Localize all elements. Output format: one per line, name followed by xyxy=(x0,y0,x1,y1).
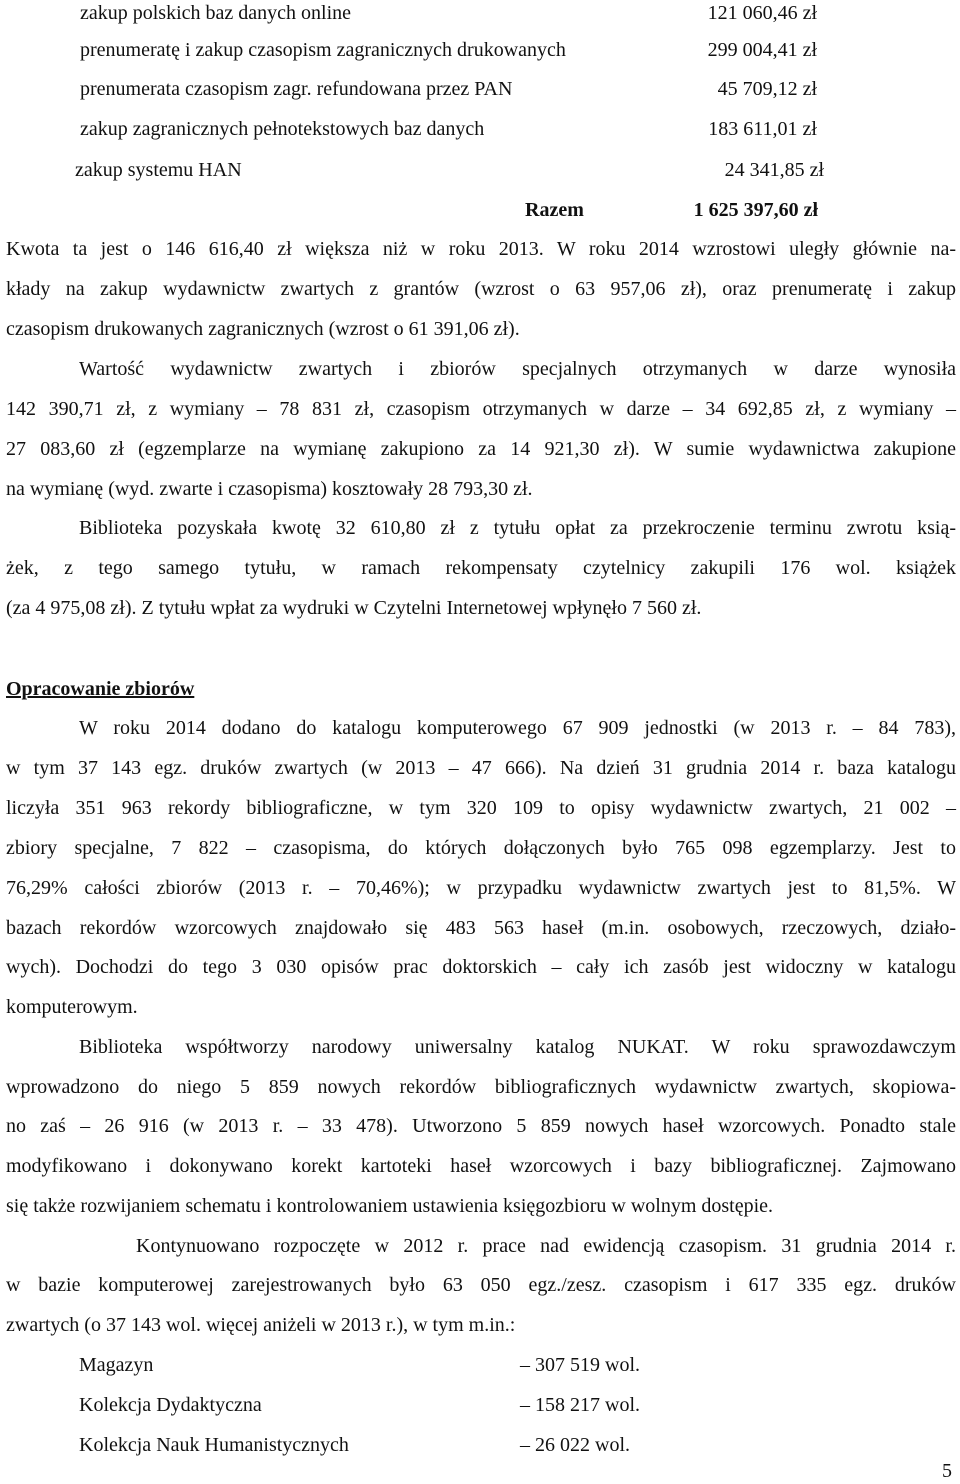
paragraph-line: Kontynuowano rozpoczęte w 2012 r. prace nad ewidencją czasopism. 31 grudnia 2014 r. xyxy=(136,1235,956,1257)
cost-label-2: prenumeratę i zakup czasopism zagranicznych drukowanych xyxy=(80,39,566,61)
paragraph-line: W roku 2014 dodano do katalogu komputerowego 67 909 jednostki (w 2013 r. – 84 783), xyxy=(79,717,956,739)
paragraph-line: liczyła 351 963 rekordy bibliograficzne, w tym 320 109 to opisy wydawnictw zwartych, 21 002 – xyxy=(6,797,956,819)
paragraph-line: komputerowym. xyxy=(6,996,138,1018)
paragraph-line: Biblioteka współtworzy narodowy uniwersalny katalog NUKAT. W roku sprawozdawczym xyxy=(79,1036,956,1058)
paragraph-line: 27 083,60 zł (egzemplarze na wymianę zakupiono za 14 921,30 zł). W sumie wydawnictwa zakupione xyxy=(6,438,956,460)
paragraph-line: no zaś – 26 916 (w 2013 r. – 33 478). Utworzono 5 859 nowych haseł wzorcowych. Ponadto stale xyxy=(6,1115,956,1137)
cost-value-3: 45 709,12 zł xyxy=(717,78,817,100)
collection-value: – 307 519 wol. xyxy=(520,1354,640,1376)
cost-label-1: zakup polskich baz danych online xyxy=(80,2,352,24)
paragraph-line: bazach rekordów wzorcowych znajdowało się 483 563 haseł (m.in. osobowych, rzeczowych, działo- xyxy=(6,917,956,939)
paragraph-line: wprowadzono do niego 5 859 nowych rekordów bibliograficznych wydawnictw zwartych, skopiowa- xyxy=(6,1076,956,1098)
paragraph-line: czasopism drukowanych zagranicznych (wzrost o 61 391,06 zł). xyxy=(6,318,520,340)
paragraph-line: się także rozwijaniem schematu i kontrolowaniem ustawienia księgozbioru w wolnym dostępie. xyxy=(6,1195,774,1217)
page-number: 5 xyxy=(942,1460,952,1482)
paragraph-line: modyfikowano i dokonywano korekt kartoteki haseł wzorcowych i bazy bibliograficznej. Zajmowano xyxy=(6,1155,956,1177)
cost-label-5: zakup systemu HAN xyxy=(75,159,242,181)
paragraph-line: Wartość wydawnictw zwartych i zbiorów specjalnych otrzymanych w darze wynosiła xyxy=(79,358,956,380)
paragraph-line: zwartych (o 37 143 wol. więcej aniżeli w 2013 r.), w tym m.in.: xyxy=(6,1314,516,1336)
paragraph-line: na wymianę (wyd. zwarte i czasopisma) kosztowały 28 793,30 zł. xyxy=(6,478,533,500)
cost-label-4: zakup zagranicznych pełnotekstowych baz danych xyxy=(80,118,485,140)
paragraph-line: żek, z tego samego tytułu, w ramach rekompensaty czytelnicy zakupili 176 wol. książek xyxy=(6,557,956,579)
collection-label: Magazyn xyxy=(79,1354,154,1376)
cost-total-value: 1 625 397,60 zł xyxy=(693,199,818,221)
paragraph-line: wych). Dochodzi do tego 3 030 opisów prac doktorskich – cały ich zasób jest widoczny w katalogu xyxy=(6,956,956,978)
collection-value: – 158 217 wol. xyxy=(520,1394,640,1416)
collection-label: Kolekcja Dydaktyczna xyxy=(79,1394,262,1416)
paragraph-line: kłady na zakup wydawnictw zwartych z grantów (wzrost o 63 957,06 zł), oraz prenumeratę i zakup xyxy=(6,278,956,300)
collection-value: – 26 022 wol. xyxy=(520,1434,630,1456)
cost-value-1: 121 060,46 zł xyxy=(707,2,817,24)
paragraph-line: 76,29% całości zbiorów (2013 r. – 70,46%); w przypadku wydawnictw zwartych jest to 81,5%. W xyxy=(6,877,956,899)
section-heading: Opracowanie zbiorów xyxy=(6,678,195,700)
cost-value-2: 299 004,41 zł xyxy=(707,39,817,61)
cost-total-label: Razem xyxy=(525,199,584,221)
cost-label-3: prenumerata czasopism zagr. refundowana przez PAN xyxy=(80,78,513,100)
paragraph-line: w tym 37 143 egz. druków zwartych (w 2013 – 47 666). Na dzień 31 grudnia 2014 r. baza katalogu xyxy=(6,757,956,779)
cost-value-5: 24 341,85 zł xyxy=(724,159,824,181)
cost-value-4: 183 611,01 zł xyxy=(708,118,817,140)
paragraph-line: (za 4 975,08 zł). Z tytułu wpłat za wydruki w Czytelni Internetowej wpłynęło 7 560 zł. xyxy=(6,597,702,619)
paragraph-line: 142 390,71 zł, z wymiany – 78 831 zł, czasopism otrzymanych w darze – 34 692,85 zł, z wymiany – xyxy=(6,398,956,420)
paragraph-line: zbiory specjalne, 7 822 – czasopisma, do których dołączonych było 765 098 egzemplarzy. Jest to xyxy=(6,837,956,859)
paragraph-line: Kwota ta jest o 146 616,40 zł większa niż w roku 2013. W roku 2014 wzrostowi uległy głównie na- xyxy=(6,238,956,260)
collection-label: Kolekcja Nauk Humanistycznych xyxy=(79,1434,349,1456)
paragraph-line: Biblioteka pozyskała kwotę 32 610,80 zł z tytułu opłat za przekroczenie terminu zwrotu ksią- xyxy=(79,517,956,539)
paragraph-line: w bazie komputerowej zarejestrowanych było 63 050 egz./zesz. czasopism i 617 335 egz. druków xyxy=(6,1274,956,1296)
